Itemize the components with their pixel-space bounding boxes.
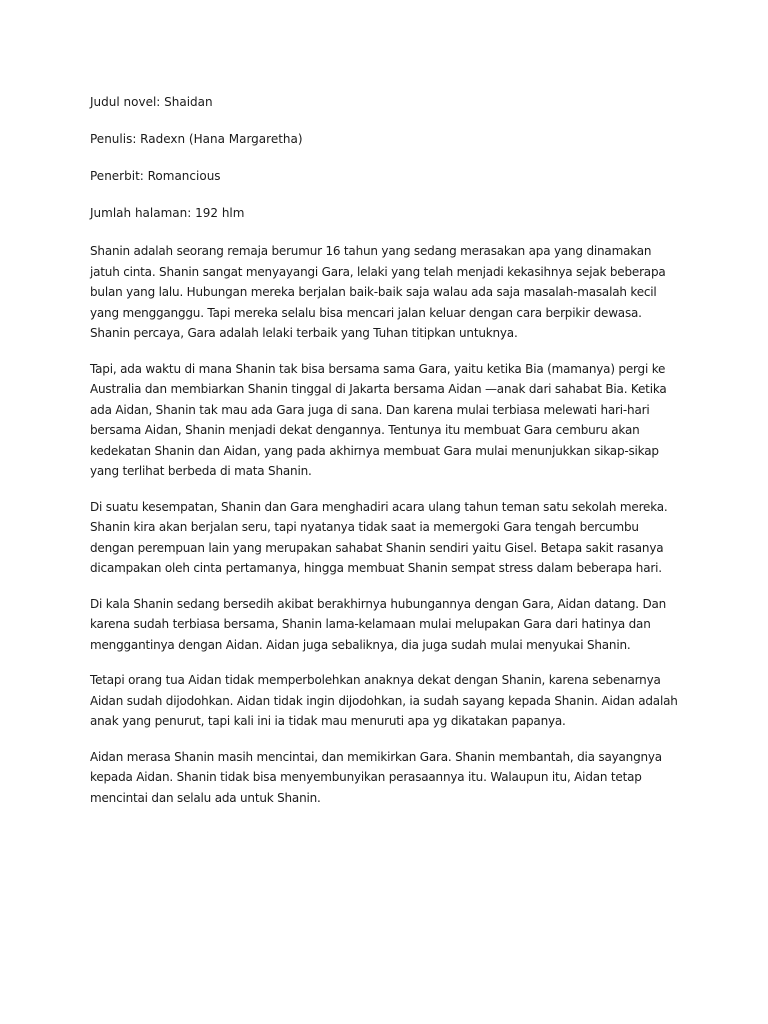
meta-publisher: Penerbit: Romancious [90, 169, 221, 183]
meta-title: Judul novel: Shaidan [90, 95, 213, 109]
paragraph-5: Tetapi orang tua Aidan tidak memperbolehkan anaknya dekat dengan Shanin, karena sebenarnya Aidan sudah dijodohkan. Aidan tidak ingin dijodohkan, ia sudah sayang kepada Shanin. Aidan adalah anak yang penurut, tapi kali ini ia tidak mau menuruti apa yg dikatakan papanya. [90, 673, 678, 728]
paragraph-2: Tapi, ada waktu di mana Shanin tak bisa bersama sama Gara, yaitu ketika Bia (mamanya) pergi ke Australia dan membiarkan Shanin tinggal di Jakarta bersama Aidan —anak dari sahabat Bia. Ketika ada Aidan, Shanin tak mau ada Gara juga di sana. Dan karena mulai terbiasa melewati hari-hari bersama Aidan, Shanin menjadi dekat dengannya. Tentunya itu membuat Gara cemburu akan kedekatan Shanin dan Aidan, yang pada akhirnya membuat Gara mulai menunjukkan sikap-sikap yang terlihat berbeda di mata Shanin. [90, 361, 667, 478]
paragraph-3: Di suatu kesempatan, Shanin dan Gara menghadiri acara ulang tahun teman satu sekolah mereka. Shanin kira akan berjalan seru, tapi nyatanya tidak saat ia memergoki Gara tengah bercumbu dengan perempuan lain yang merupakan sahabat Shanin sendiri yaitu Gisel. Betapa sakit rasanya dicampakan oleh cinta pertamanya, hingga membuat Shanin sempat stress dalam beberapa hari. [90, 499, 668, 575]
paragraph-4: Di kala Shanin sedang bersedih akibat berakhirnya hubungannya dengan Gara, Aidan datang. Dan karena sudah terbiasa bersama, Shanin lama-kelamaan mulai melupakan Gara dari hatinya dan menggantinya dengan Aidan. Aidan juga sebaliknya, dia juga sudah mulai menyukai Shanin. [90, 596, 667, 652]
meta-author: Penulis: Radexn (Hana Margaretha) [90, 132, 303, 146]
paragraph-1: Shanin adalah seorang remaja berumur 16 tahun yang sedang merasakan apa yang dinamakan jatuh cinta. Shanin sangat menyayangi Gara, lelaki yang telah menjadi kekasihnya sejak beberapa bulan yang lalu. Hubungan mereka berjalan baik-baik saja walau ada saja masalah-masalah kecil yang mengganggu. Tapi mereka selalu bisa mencari jalan keluar dengan cara berpikir dewasa. Shanin percaya, Gara adalah lelaki terbaik yang Tuhan titipkan untuknya. [90, 244, 666, 340]
synopsis [90, 241, 684, 808]
book-meta [90, 93, 684, 222]
meta-pages: Jumlah halaman: 192 hlm [90, 206, 245, 220]
paragraph-6: Aidan merasa Shanin masih mencintai, dan memikirkan Gara. Shanin membantah, dia sayangnya kepada Aidan. Shanin tidak bisa menyembunyikan perasaannya itu. Walaupun itu, Aidan tetap mencintai dan selalu ada untuk Shanin. [90, 749, 662, 805]
